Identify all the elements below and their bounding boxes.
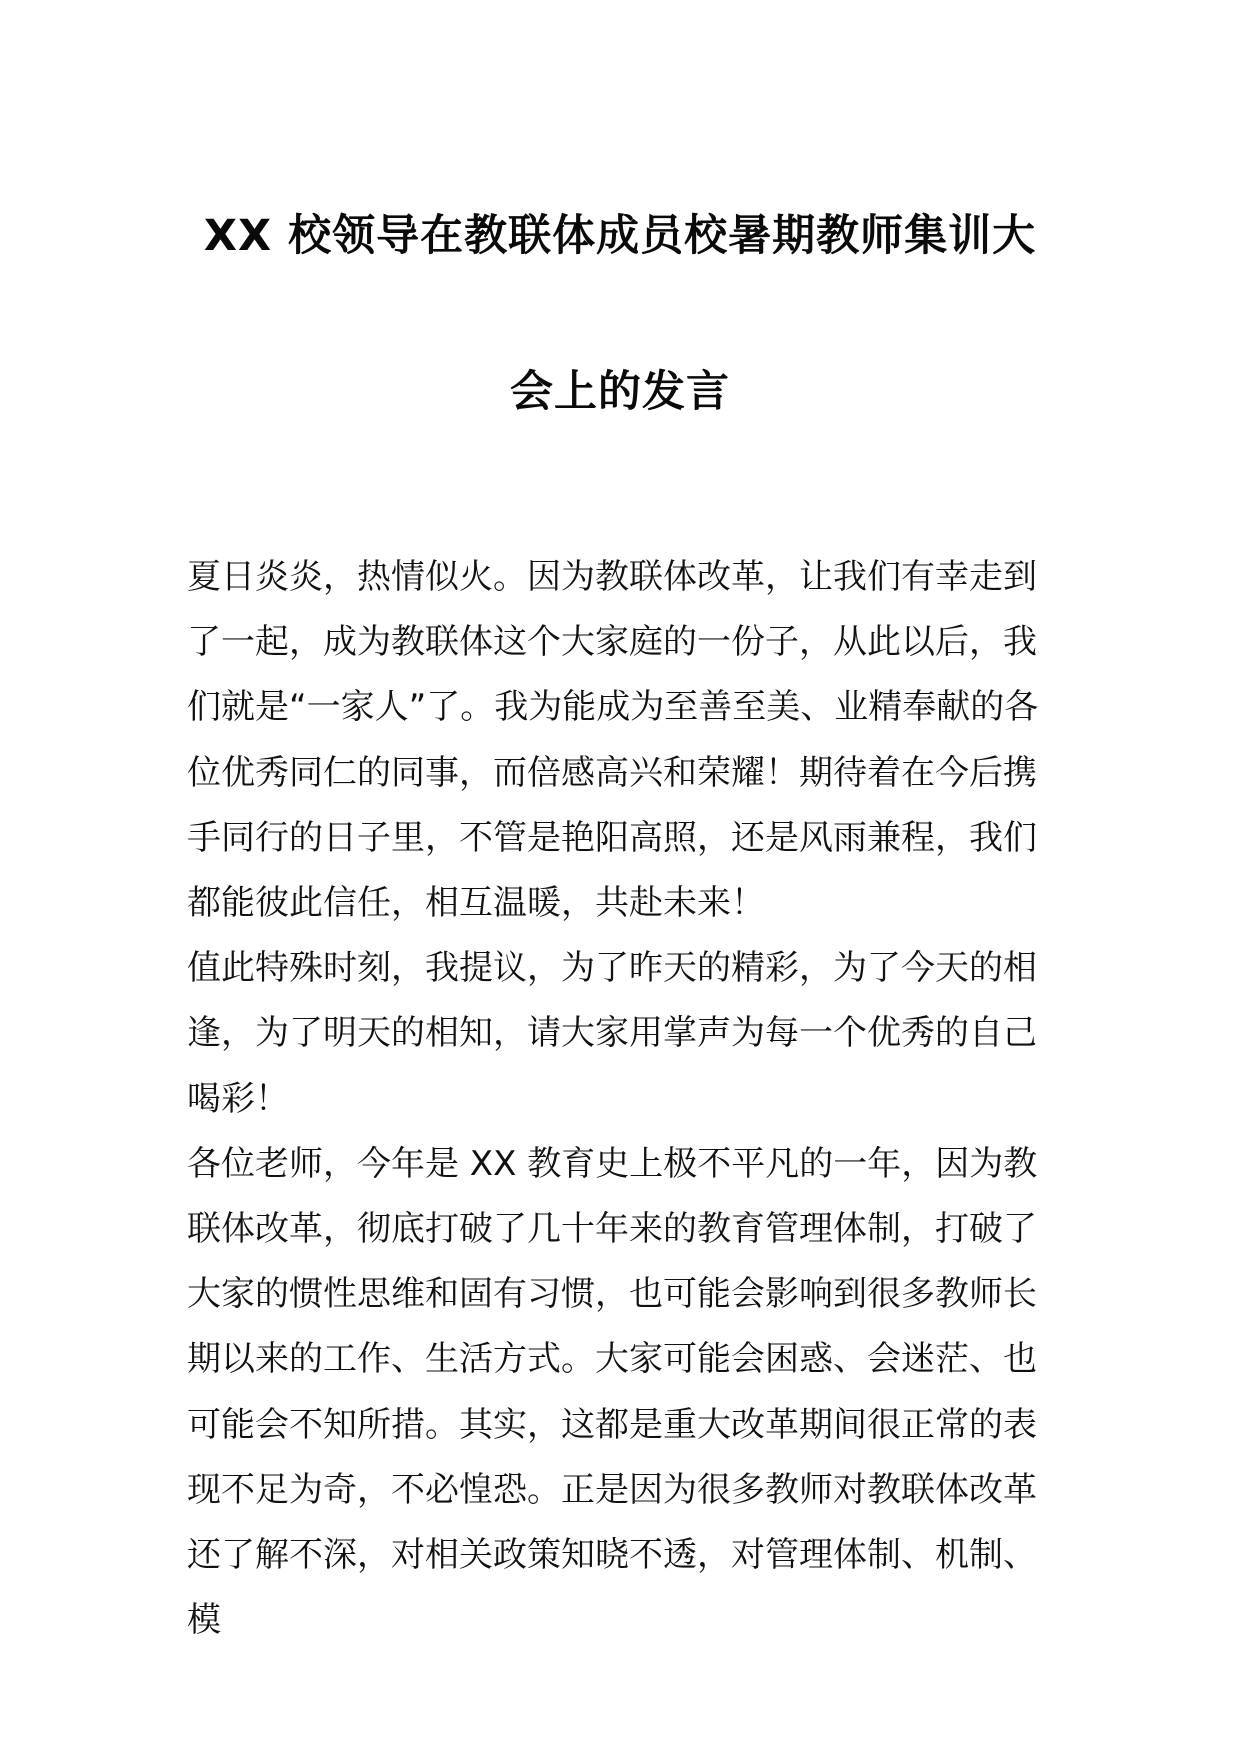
document-body — [187, 545, 1057, 1653]
document-title-line-1: XX 校领导在教联体成员校暑期教师集训大 — [203, 211, 1037, 261]
paragraph-3: 各位老师，今年是 XX 教育史上极不平凡的一年，因为教联体改革，彻底打破了几十年来的教育管理体制，打破了大家的惯性思维和固有习惯，也可能会影响到很多教师长期以来的工作、生活方式。大家可能会困惑、会迷茫、也可能会不知所措。其实，这都是重大改革期间很正常的表现不足为奇，不必惶恐。正是因为很多教师对教联体改革还了解不深，对相关政策知晓不透，对管理体制、机制、模 — [187, 1143, 1038, 1641]
paragraph-2: 值此特殊时刻，我提议，为了昨天的精彩，为了今天的相逢，为了明天的相知，请大家用掌声为每一个优秀的自己喝彩！ — [187, 948, 1037, 1119]
paragraph-1: 夏日炎炎，热情似火。因为教联体改革，让我们有幸走到了一起，成为教联体这个大家庭的一份子，从此以后，我们就是“一家人”了。我为能成为至善至美、业精奉献的各位优秀同仁的同事，而倍感高兴和荣耀！期待着在今后携手同行的日子里，不管是艳阳高照，还是风雨兼程，我们都能彼此信任，相互温暖，共赴未来！ — [187, 557, 1039, 924]
document-title-line-2: 会上的发言 — [510, 367, 730, 417]
